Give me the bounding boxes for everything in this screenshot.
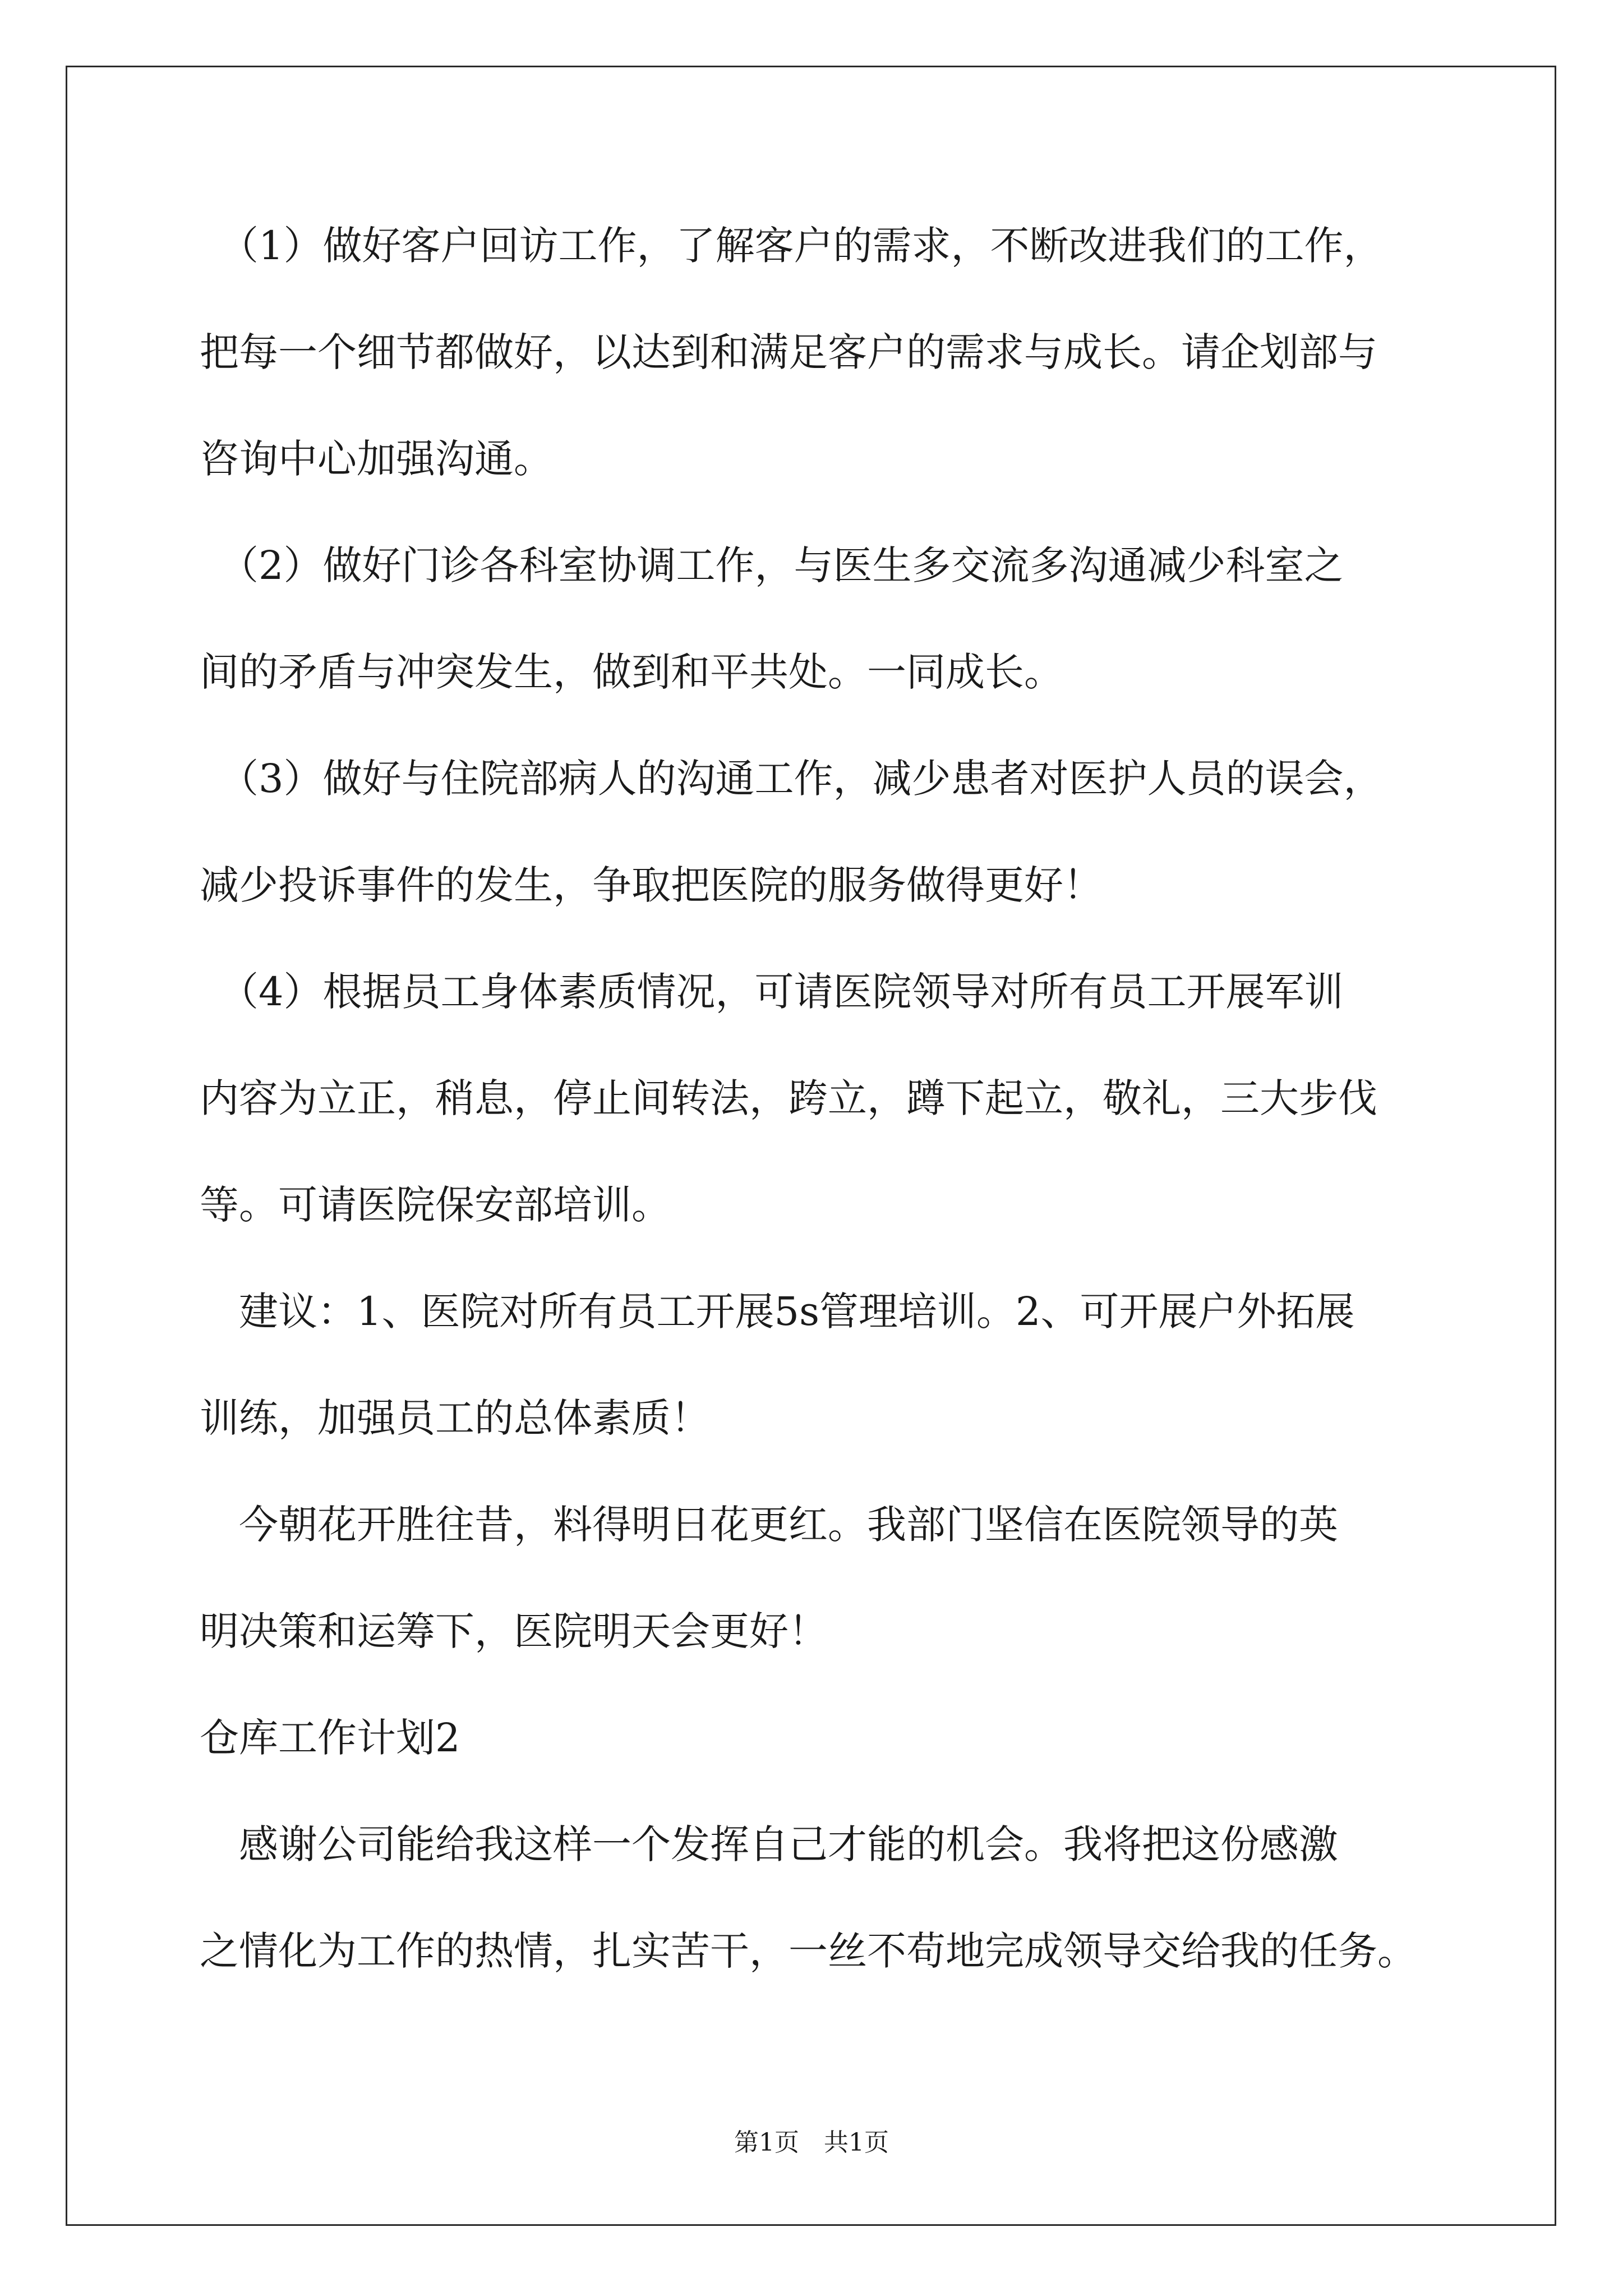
text-line: 感谢公司能给我这样一个发挥自己才能的机会。我将把这份感激 [200, 1821, 1338, 1867]
page-number: 第1页 共1页 [734, 2128, 889, 2157]
text-line: （3）做好与住院部病人的沟通工作，减少患者对医护人员的误会， [200, 756, 1383, 802]
text-line: （1）做好客户回访工作，了解客户的需求，不断改进我们的工作， [200, 223, 1383, 269]
text-line: 减少投诉事件的发生，争取把医院的服务做得更好！ [200, 862, 1103, 908]
text-line: （4）根据员工身体素质情况，可请医院领导对所有员工开展军训 [200, 969, 1344, 1015]
page-border [66, 66, 1556, 2226]
section-heading: 仓库工作计划2 [200, 1715, 460, 1761]
text-line: 训练，加强员工的总体素质！ [200, 1395, 710, 1441]
text-line: 等。可请医院保安部培训。 [200, 1182, 671, 1228]
text-line: 把每一个细节都做好，以达到和满足客户的需求与成长。请企划部与 [200, 329, 1377, 375]
text-line: 咨询中心加强沟通。 [200, 436, 553, 482]
text-line: 间的矛盾与冲突发生，做到和平共处。一同成长。 [200, 649, 1063, 695]
text-line: 建议：1、医院对所有员工开展5s管理培训。2、可开展户外拓展 [200, 1289, 1355, 1335]
text-line: 明决策和运筹下，医院明天会更好！ [200, 1608, 828, 1654]
text-line: 之情化为工作的热情，扎实苦干，一丝不苟地完成领导交给我的任务。 [200, 1928, 1417, 1974]
text-line: （2）做好门诊各科室协调工作，与医生多交流多沟通减少科室之 [200, 542, 1344, 588]
text-line: 内容为立正，稍息，停止间转法，跨立，蹲下起立，敬礼，三大步伐 [200, 1075, 1377, 1121]
text-line: 今朝花开胜往昔，料得明日花更红。我部门坚信在医院领导的英 [200, 1502, 1338, 1548]
